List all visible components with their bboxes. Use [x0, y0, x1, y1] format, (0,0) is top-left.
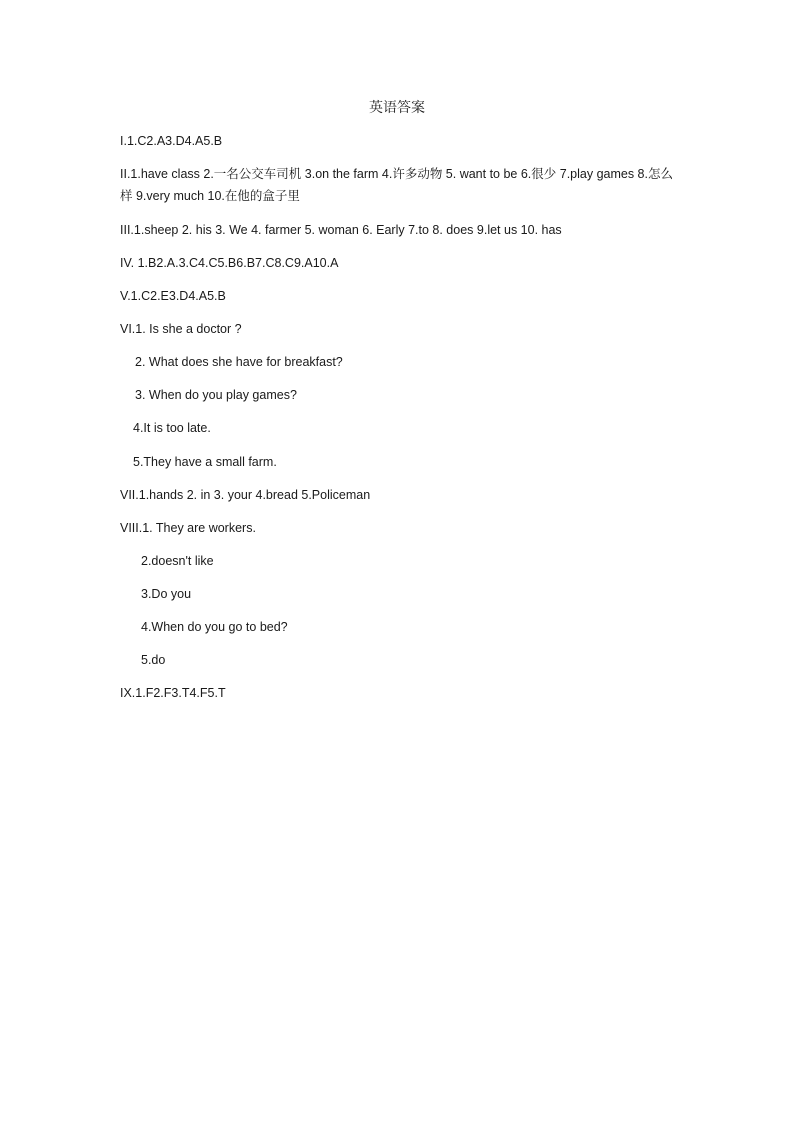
answer-item: 5.They have a small farm.: [133, 455, 277, 469]
answer-section-9: IX.1.F2.F3.T4.F5.T: [120, 686, 226, 700]
answer-item: 4.It is too late.: [133, 421, 211, 435]
answer-section-6: VI.1. Is she a doctor ?: [120, 322, 242, 336]
document-title: 英语答案: [369, 99, 425, 115]
answer-section-5: V.1.C2.E3.D4.A5.B: [120, 289, 226, 303]
answer-section-7: VII.1.hands 2. in 3. your 4.bread 5.Policeman: [120, 488, 371, 502]
answer-section-8: VIII.1. They are workers.: [120, 521, 256, 535]
answer-item: 3.Do you: [141, 587, 192, 601]
answer-item: 2. What does she have for breakfast?: [135, 355, 343, 369]
answer-item: 5.do: [141, 653, 166, 667]
answer-section-2: II.1.have class 2.一名公交车司机 3.on the farm 4.许多动物 5. want to be 6.很少 7.play games 8.怎么样 9.very much 10.在他的盒子里: [120, 167, 673, 203]
answer-item: 2.doesn't like: [141, 554, 214, 568]
answer-item: 4.When do you go to bed?: [141, 620, 288, 634]
answer-section-3: III.1.sheep 2. his 3. We 4. farmer 5. woman 6. Early 7.to 8. does 9.let us 10. has: [120, 223, 562, 237]
answer-item: 3. When do you play games?: [135, 388, 297, 402]
answer-section-1: I.1.C2.A3.D4.A5.B: [120, 134, 223, 148]
answer-section-4: IV. 1.B2.A.3.C4.C5.B6.B7.C8.C9.A10.A: [120, 256, 339, 270]
